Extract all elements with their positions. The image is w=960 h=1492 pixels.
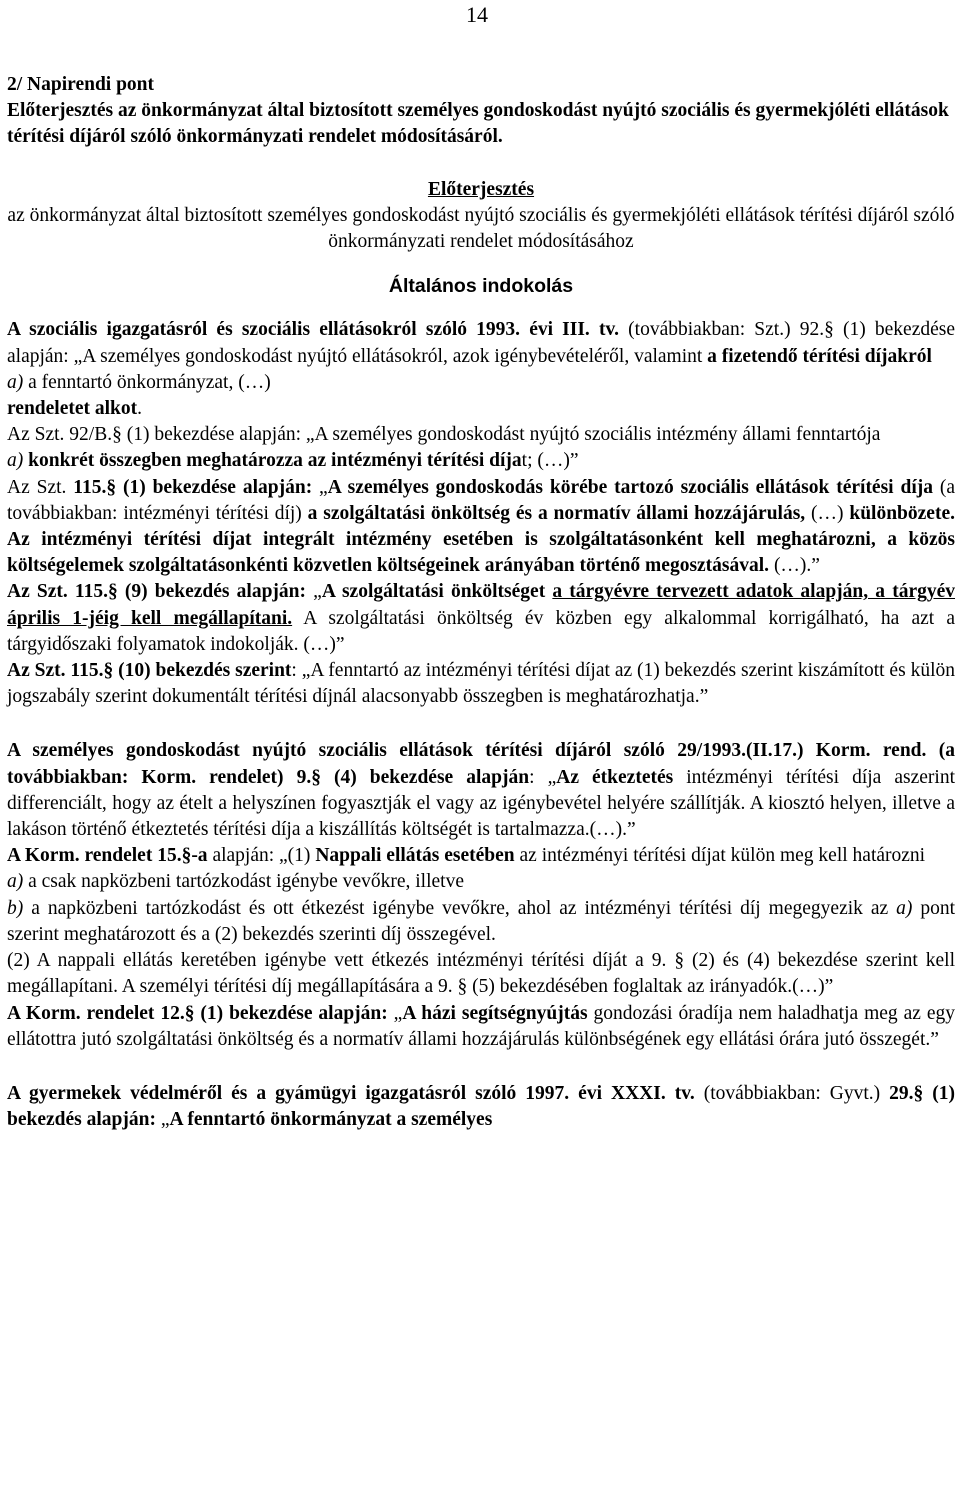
- paragraph-szt-115-1: Az Szt. 115.§ (1) bekezdése alapján: „A személyes gondoskodás körébe tartozó szociális ellátások térítési díja (a továbbiakban: intézményi térítési díj) a szolgáltatási önköltség és a normatív állami hozzájárulás, (…) különbözete. Az intézményi térítési díjat integrált intézmény esetében is szolgáltatásonként kell meghatározni, a közös költségelemek szolgáltatásonkénti közvetlen költségeinek arányában történő megosztásával. (…).”: [7, 476, 956, 577]
- agenda-item: 2/ Napirendi pont: [7, 74, 155, 95]
- paragraph-korm-rend-9: A személyes gondoskodást nyújtó szociális ellátások térítési díjáról szóló 29/1993.(II.17.) Korm. rend. (a továbbiakban: Korm. rendelet) 9.§ (4) bekezdése alapján: „Az étkeztetés intézményi térítési díja aszerint differenciált, hogy az ételt a helyszínen fogyasztják el vagy az igénybevétel helyére szállítják. A kiosztó helyen, illetve a lakáson történő étkeztetés térítési díja a kiszállítás költségét is tartalmazza.(…).”: [7, 740, 955, 841]
- paragraph-szt-92b: Az Szt. 92/B.§ (1) bekezdése alapján: „A személyes gondoskodást nyújtó szociális intézmény állami fenntartója a) konkrét összegben meghatározza az intézményi térítési díjat; (…)”: [7, 424, 881, 472]
- paragraph-korm-rend-15: A Korm. rendelet 15.§-a alapján: „(1) Nappali ellátás esetében az intézményi térítési díjat külön meg kell határozni a) a csak napközbeni tartózkodást igénybe vevőkre, illetve b) a napközbeni tartózkodást és ott étkezést igénybe vevőkre, ahol az intézményi térítési díj megegyezik az a) pont szerint meghatározott és a (2) bekezdés szerinti díj összegével. (2) A nappali ellátás keretében igénybe vett étkezés intézményi térítési díját a 9. § (2) és (4) bekezdése szerint kell megállapítani. A személyi térítési díj megállapítására a 9. § (5) bekezdésében foglaltak az irányadók.(…)”: [7, 845, 955, 998]
- agenda-title: Előterjesztés az önkormányzat által biztosított személyes gondoskodást nyújtó szociális és gyermekjóléti ellátások térítési díjáról szóló önkormányzati rendelet módosításáról.: [7, 100, 949, 148]
- document-body: [7, 72, 955, 1133]
- paragraph-szt-92: A szociális igazgatásról és szociális ellátásokról szóló 1993. évi III. tv. (továbbiakban: Szt.) 92.§ (1) bekezdése alapján: „A személyes gondoskodást nyújtó ellátásokról, azok igénybevételéről, valamint a fizetendő térítési díjakról a) a fenntartó önkormányzat, (…) rendeletet alkot.: [7, 319, 955, 420]
- proposal-heading: Előterjesztés: [427, 178, 535, 200]
- paragraph-korm-rend-12: A Korm. rendelet 12.§ (1) bekezdése alapján: „A házi segítségnyújtás gondozási óradíja nem haladhatja meg az egy ellátottra jutó szolgáltatási önköltség és a normatív állami hozzájárulás különbségének egy ellátási órára jutó összegét.”: [7, 1002, 955, 1050]
- section-heading: Általános indokolás: [388, 275, 574, 298]
- paragraph-szt-115-10: Az Szt. 115.§ (10) bekezdés szerint: „A fenntartó az intézményi térítési díjat az (1) bekezdés szerint kiszámított és külön jogszabály szerint dokumentált térítési díjnál alacsonyabb összegben is meghatározhatja.”: [7, 660, 955, 708]
- paragraph-szt-115-9: Az Szt. 115.§ (9) bekezdés alapján: „A szolgáltatási önköltséget a tárgyévre tervezett adatok alapján, a tárgyév április 1-jéig kell megállapítani. A szolgáltatási önköltség év közben egy alkalommal korrigálható, ha azt a tárgyidőszaki folyamatok indokolják. (…)”: [7, 581, 956, 655]
- page-number: 14: [466, 2, 488, 27]
- proposal-subtitle: az önkormányzat által biztosított személyes gondoskodást nyújtó szociális és gyermekjóléti ellátások térítési díjáról szóló önkormányzati rendelet módosításához: [7, 204, 955, 253]
- paragraph-gyvt-29: A gyermekek védelméről és a gyámügyi igazgatásról szóló 1997. évi XXXI. tv. (továbbiakban: Gyvt.) 29.§ (1) bekezdés alapján: „A fenntartó önkormányzat a személyes: [7, 1082, 955, 1131]
